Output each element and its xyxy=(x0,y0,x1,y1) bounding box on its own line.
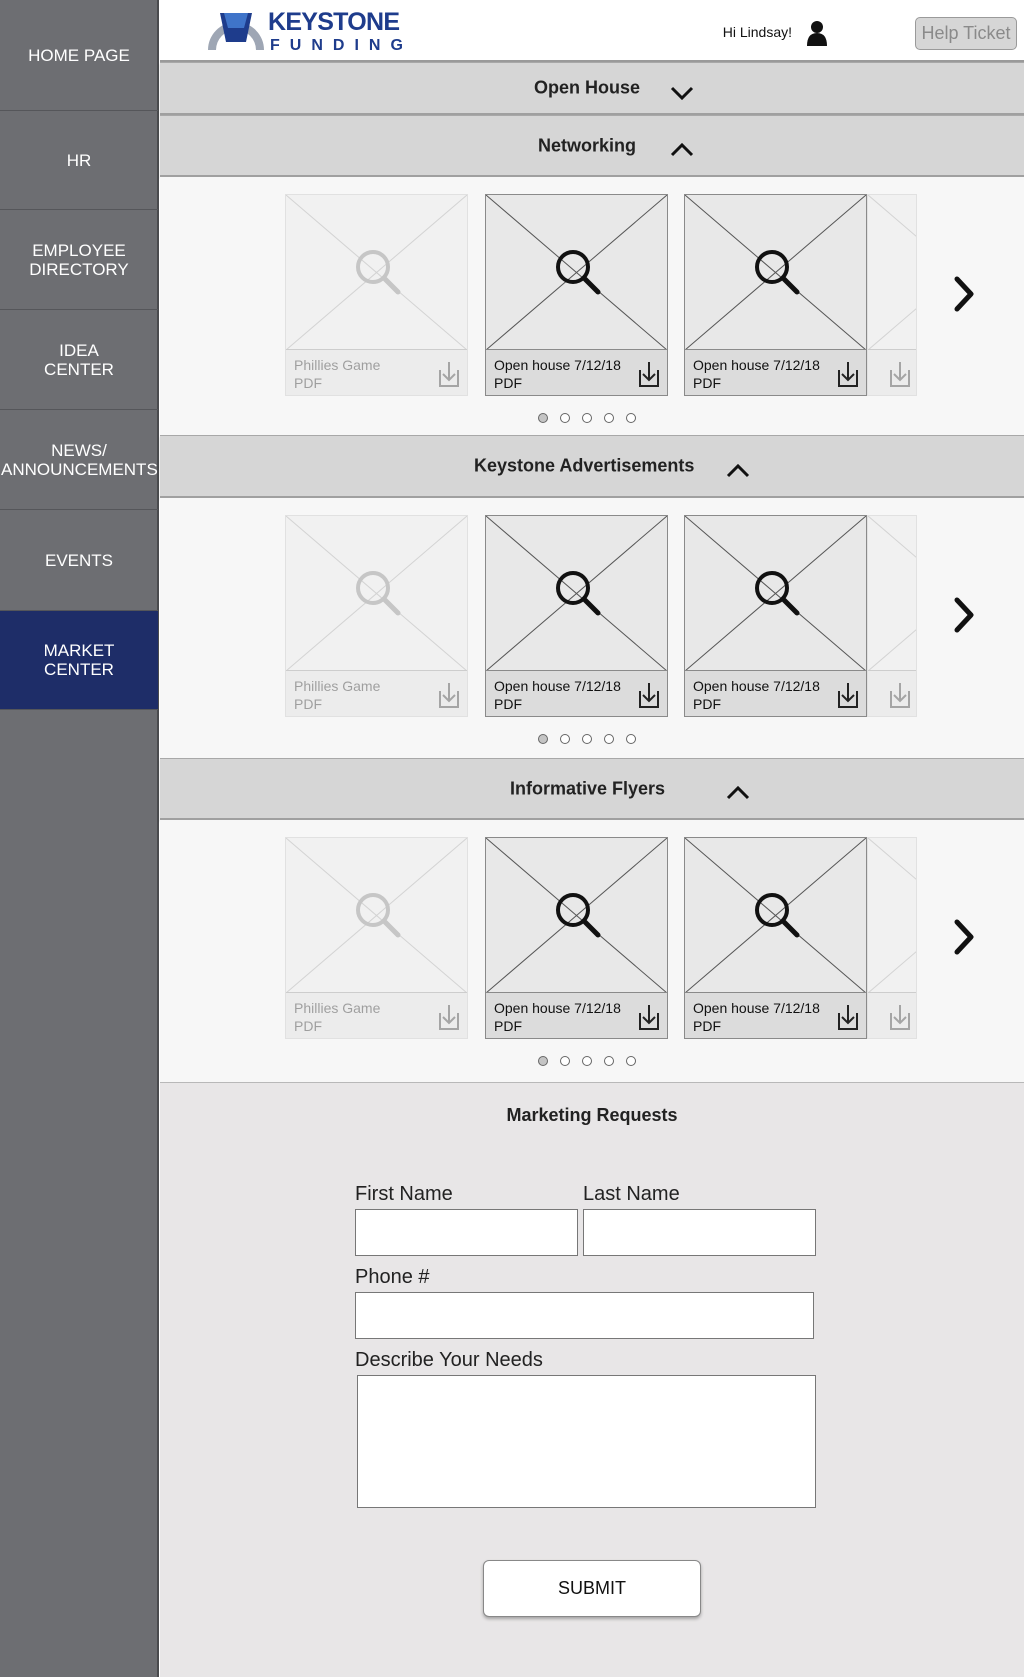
card-meta xyxy=(486,670,667,716)
card-title: Open house 7/12/18 xyxy=(494,357,621,373)
networking-carousel xyxy=(160,177,1024,435)
chevron-up-icon[interactable] xyxy=(670,143,694,157)
card-meta xyxy=(868,349,917,395)
card-title: Phillies Game xyxy=(294,1000,381,1016)
download-icon[interactable] xyxy=(888,1003,912,1031)
last-name-label: Last Name xyxy=(583,1183,680,1205)
sidebar-item-employee-directory[interactable] xyxy=(0,210,158,310)
download-icon[interactable] xyxy=(836,360,860,388)
last-name-field[interactable] xyxy=(583,1209,816,1256)
pager-dot[interactable] xyxy=(560,413,570,423)
user-icon[interactable] xyxy=(806,20,828,46)
logo-line2: FUNDING xyxy=(270,37,406,52)
help-ticket-button[interactable]: Help Ticket xyxy=(915,17,1017,50)
keystone-logo[interactable] xyxy=(206,8,406,52)
card-preview-magnifier-icon[interactable] xyxy=(685,838,866,993)
sidebar-item-label: EMPLOYEE DIRECTORY xyxy=(29,240,129,279)
download-icon[interactable] xyxy=(437,681,461,709)
card-meta xyxy=(868,992,917,1038)
sidebar-item-events[interactable] xyxy=(0,510,158,611)
pager-dot[interactable] xyxy=(560,734,570,744)
first-name-label: First Name xyxy=(355,1183,453,1205)
advertisements-carousel xyxy=(160,498,1024,758)
section-title: Informative Flyers xyxy=(510,778,666,798)
top-header xyxy=(160,0,1024,62)
card-preview-magnifier-icon[interactable] xyxy=(685,516,866,671)
card-meta xyxy=(286,349,467,395)
card-preview-magnifier-icon xyxy=(868,838,917,993)
flyers-carousel xyxy=(160,820,1024,1082)
pager-dot[interactable] xyxy=(604,1056,614,1066)
logo-mark-icon xyxy=(206,8,406,52)
media-card-peek[interactable] xyxy=(867,837,917,1039)
media-card[interactable] xyxy=(684,837,867,1039)
pager-dot[interactable] xyxy=(538,413,548,423)
open-house-section-header[interactable] xyxy=(160,62,1024,115)
form-title: Marketing Requests xyxy=(506,1105,678,1125)
sidebar xyxy=(0,0,159,1677)
carousel-next-arrow-icon[interactable] xyxy=(952,918,976,956)
card-meta xyxy=(685,992,866,1038)
chevron-down-icon[interactable] xyxy=(670,86,694,100)
card-title: Open house 7/12/18 xyxy=(693,678,820,694)
pager-dot[interactable] xyxy=(538,1056,548,1066)
pager-dot[interactable] xyxy=(582,1056,592,1066)
card-meta xyxy=(286,992,467,1038)
download-icon[interactable] xyxy=(637,1003,661,1031)
media-card-peek[interactable] xyxy=(867,194,917,396)
download-icon[interactable] xyxy=(888,360,912,388)
flyers-section-header[interactable] xyxy=(160,758,1024,820)
download-icon[interactable] xyxy=(637,360,661,388)
card-title: Phillies Game xyxy=(294,357,381,373)
card-preview-magnifier-icon[interactable] xyxy=(486,838,667,993)
pager-dot[interactable] xyxy=(604,734,614,744)
sidebar-item-news-announcements[interactable] xyxy=(0,410,158,510)
card-file-type: PDF xyxy=(693,1018,721,1034)
sidebar-item-idea-center[interactable] xyxy=(0,310,158,410)
card-file-type: PDF xyxy=(494,696,522,712)
card-preview-magnifier-icon[interactable] xyxy=(685,195,866,350)
card-file-type: PDF xyxy=(294,696,322,712)
media-card-peek[interactable] xyxy=(867,515,917,717)
chevron-up-icon[interactable] xyxy=(726,786,750,800)
download-icon[interactable] xyxy=(888,681,912,709)
card-file-type: PDF xyxy=(494,375,522,391)
card-preview-magnifier-icon[interactable] xyxy=(486,516,667,671)
submit-button[interactable]: SUBMIT xyxy=(483,1560,701,1617)
media-card[interactable] xyxy=(285,194,468,396)
card-preview-magnifier-icon[interactable] xyxy=(486,195,667,350)
card-preview-magnifier-icon xyxy=(868,516,917,671)
section-title: Keystone Advertisements xyxy=(474,455,695,476)
phone-field[interactable] xyxy=(355,1292,814,1339)
card-meta xyxy=(286,670,467,716)
media-card[interactable] xyxy=(485,837,668,1039)
sidebar-item-label: NEWS/ ANNOUNCEMENTS xyxy=(1,440,158,479)
advertisements-section-header[interactable] xyxy=(160,435,1024,498)
pager-dot[interactable] xyxy=(626,413,636,423)
download-icon[interactable] xyxy=(836,681,860,709)
card-preview-magnifier-icon xyxy=(868,195,917,350)
carousel-pager xyxy=(538,734,658,746)
download-icon[interactable] xyxy=(836,1003,860,1031)
first-name-field[interactable] xyxy=(355,1209,578,1256)
media-card[interactable] xyxy=(684,194,867,396)
card-file-type: PDF xyxy=(693,696,721,712)
carousel-pager xyxy=(538,413,658,425)
sidebar-item-market-center[interactable] xyxy=(0,611,158,710)
section-title: Open House xyxy=(534,77,641,98)
sidebar-item-label: MARKET CENTER xyxy=(43,641,115,679)
card-title: Phillies Game xyxy=(294,678,381,694)
download-icon[interactable] xyxy=(437,360,461,388)
section-title: Networking xyxy=(538,135,637,155)
card-meta xyxy=(486,992,667,1038)
media-card[interactable] xyxy=(485,515,668,717)
pager-dot[interactable] xyxy=(626,1056,636,1066)
card-file-type: PDF xyxy=(294,1018,322,1034)
media-card[interactable] xyxy=(485,194,668,396)
pager-dot[interactable] xyxy=(604,413,614,423)
describe-needs-textarea[interactable] xyxy=(357,1375,816,1508)
chevron-up-icon[interactable] xyxy=(726,464,750,478)
sidebar-item-label: HOME PAGE xyxy=(28,45,130,65)
card-meta xyxy=(685,349,866,395)
pager-dot[interactable] xyxy=(560,1056,570,1066)
carousel-pager xyxy=(538,1056,658,1068)
pager-dot[interactable] xyxy=(626,734,636,744)
card-title: Open house 7/12/18 xyxy=(494,1000,621,1016)
download-icon[interactable] xyxy=(637,681,661,709)
card-file-type: PDF xyxy=(294,375,322,391)
card-meta xyxy=(685,670,866,716)
carousel-next-arrow-icon[interactable] xyxy=(952,275,976,313)
sidebar-item-label: HR xyxy=(66,150,92,170)
download-icon[interactable] xyxy=(437,1003,461,1031)
carousel-next-arrow-icon[interactable] xyxy=(952,596,976,634)
logo-line1: KEYSTONE xyxy=(268,8,400,36)
networking-section-header[interactable] xyxy=(160,115,1024,177)
sidebar-item-hr[interactable] xyxy=(0,111,158,210)
card-preview-magnifier-icon[interactable] xyxy=(286,516,467,671)
pager-dot[interactable] xyxy=(582,734,592,744)
pager-dot[interactable] xyxy=(538,734,548,744)
media-card[interactable] xyxy=(285,515,468,717)
card-title: Open house 7/12/18 xyxy=(693,1000,820,1016)
media-card[interactable] xyxy=(684,515,867,717)
phone-label: Phone # xyxy=(355,1266,430,1288)
card-title: Open house 7/12/18 xyxy=(693,357,820,373)
card-meta xyxy=(486,349,667,395)
card-title: Open house 7/12/18 xyxy=(494,678,621,694)
needs-label: Describe Your Needs xyxy=(355,1349,543,1371)
sidebar-item-label: EVENTS xyxy=(44,550,114,570)
media-card[interactable] xyxy=(285,837,468,1039)
card-preview-magnifier-icon[interactable] xyxy=(286,838,467,993)
marketing-requests-form xyxy=(160,1082,1024,1677)
sidebar-item-label: IDEA CENTER xyxy=(44,340,114,379)
card-preview-magnifier-icon[interactable] xyxy=(286,195,467,350)
card-file-type: PDF xyxy=(693,375,721,391)
sidebar-item-home-page[interactable] xyxy=(0,0,158,111)
card-meta xyxy=(868,670,917,716)
user-greeting: Hi Lindsay! xyxy=(722,24,792,40)
card-file-type: PDF xyxy=(494,1018,522,1034)
pager-dot[interactable] xyxy=(582,413,592,423)
